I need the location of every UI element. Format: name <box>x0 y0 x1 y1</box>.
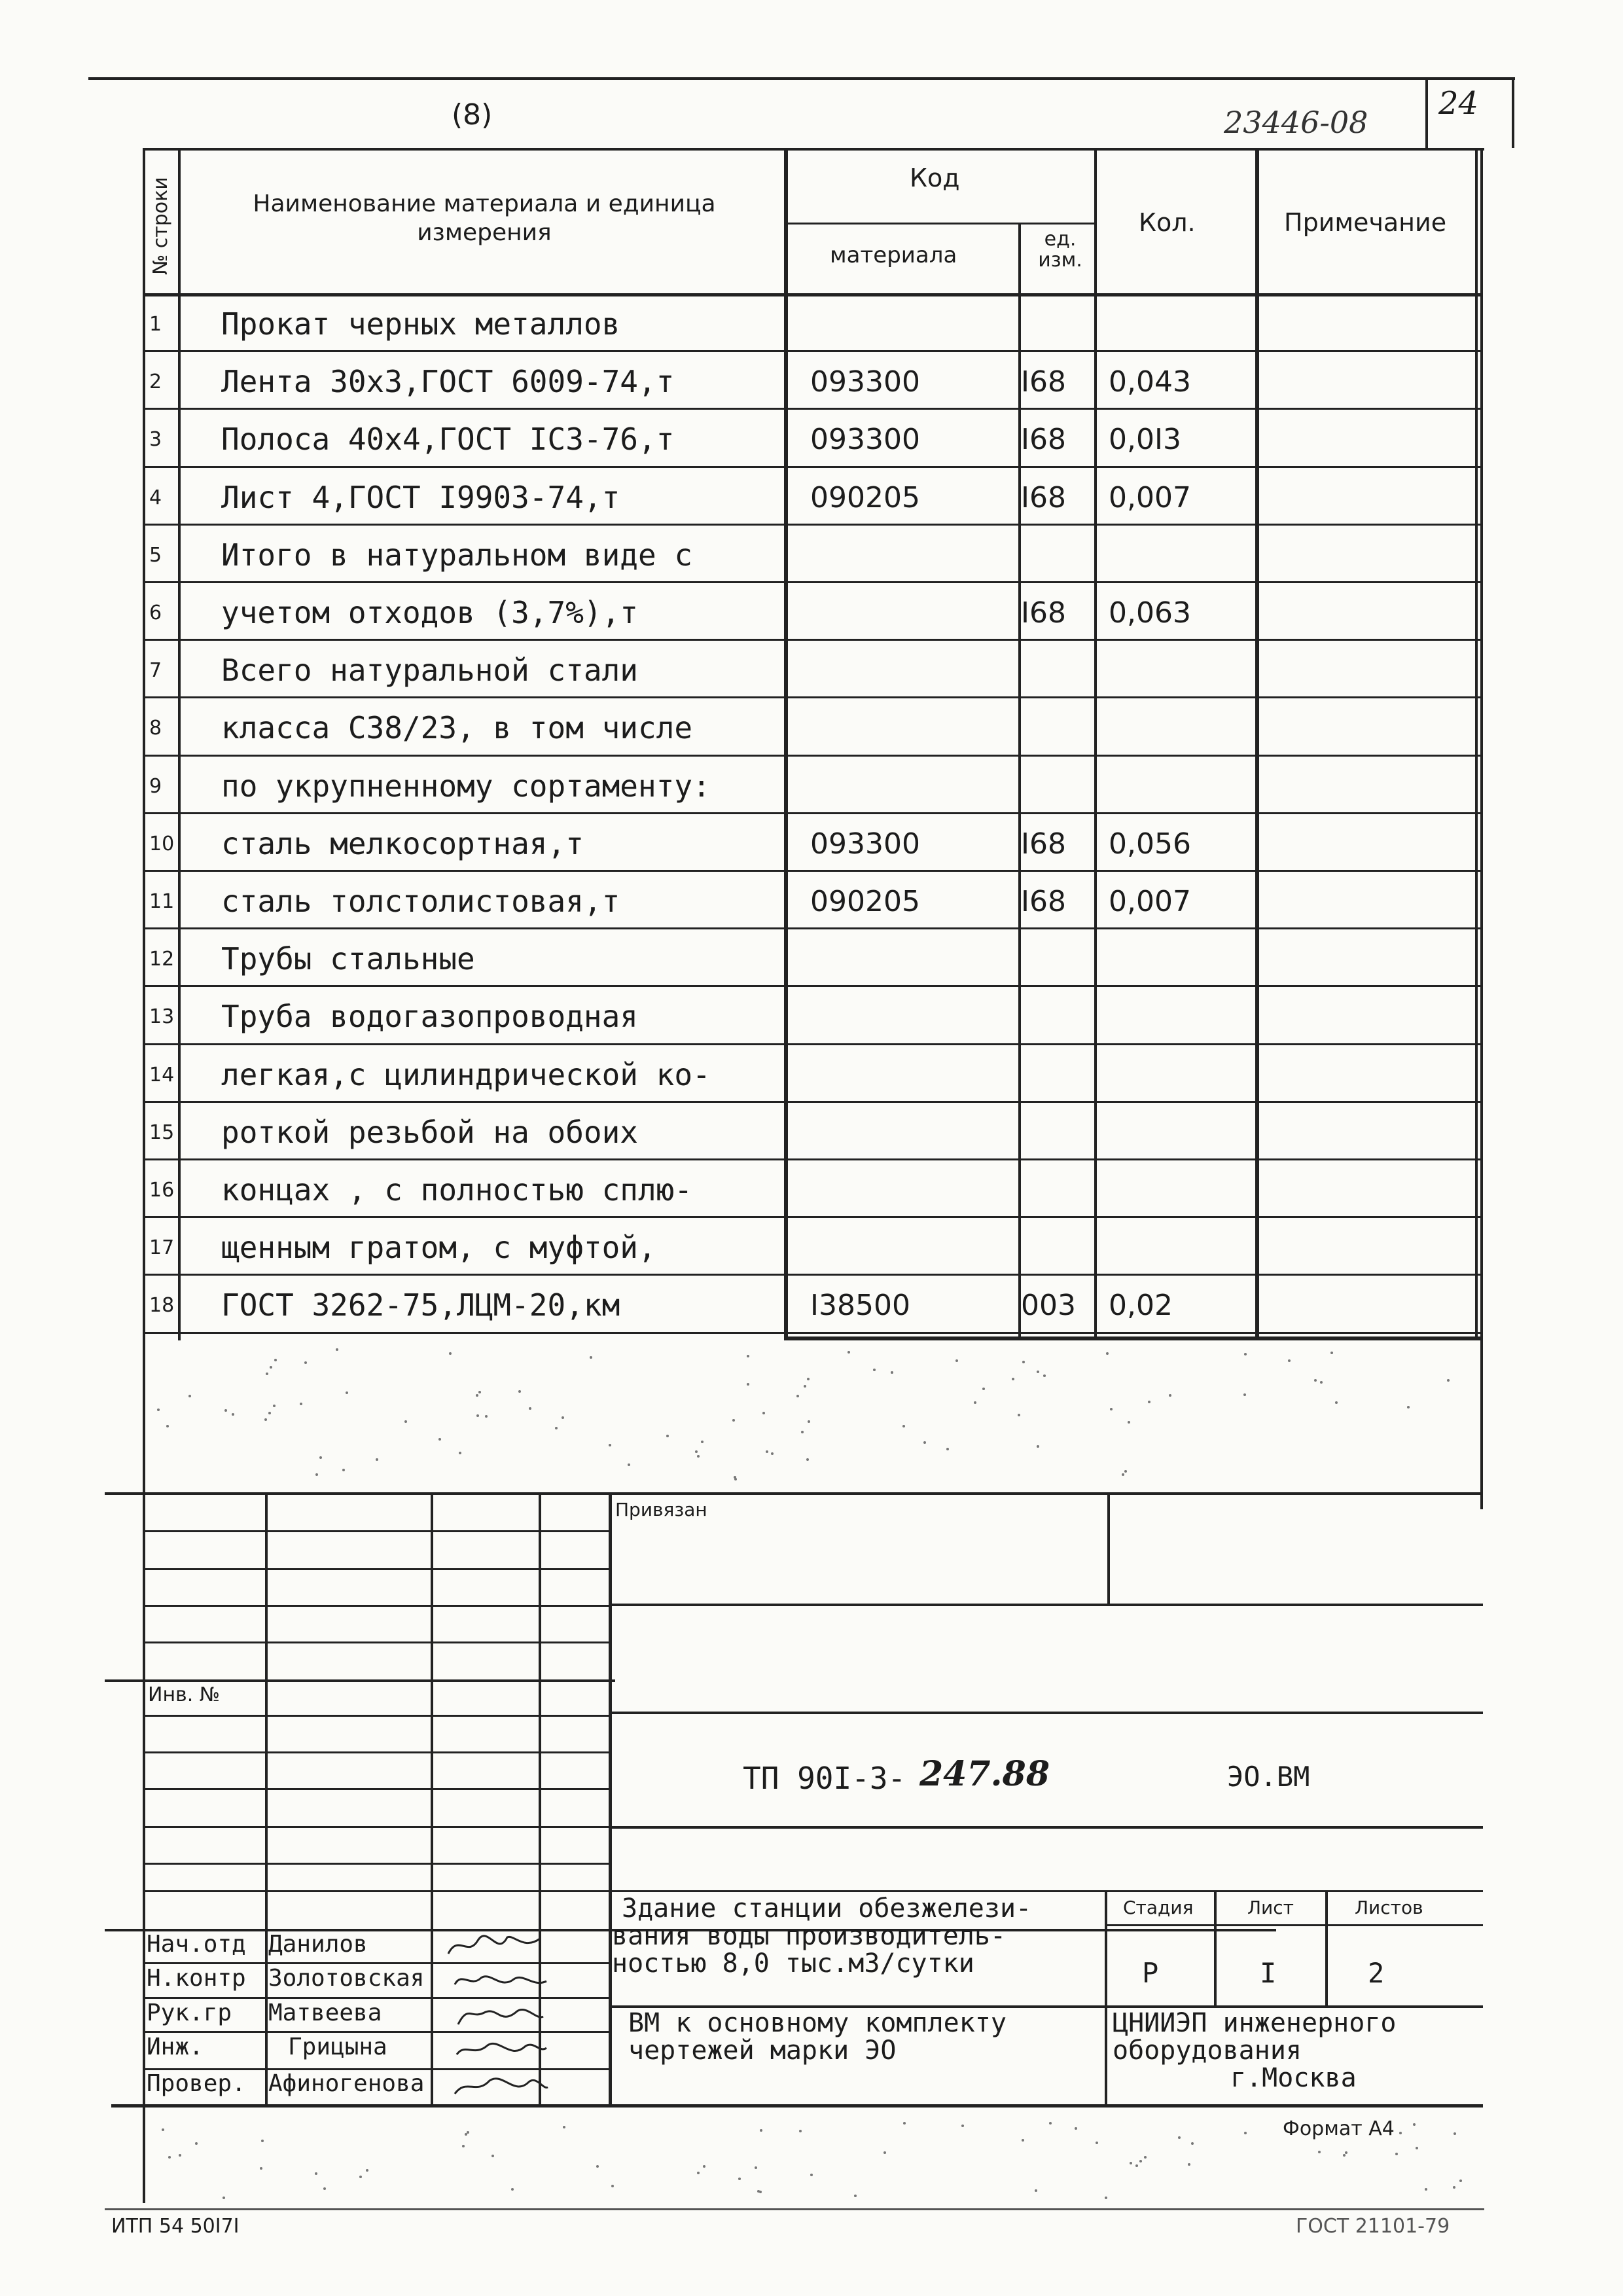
row-number: 6 <box>149 601 162 624</box>
row-quantity: 0,007 <box>1109 885 1191 918</box>
signature-icon <box>445 1931 543 1962</box>
row-quantity: 0,043 <box>1109 365 1191 399</box>
row-number: 12 <box>149 948 175 971</box>
stamp-grid-line <box>143 1863 610 1865</box>
signer-name: Золотовская <box>268 1965 425 1992</box>
row-material-name: Всего натуральной стали <box>221 653 638 689</box>
row-material-name: Полоса 40х4,ГОСТ IC3-76,т <box>221 422 675 457</box>
stamp-col-1 <box>265 1492 268 2105</box>
signer-role: Н.контр <box>147 1965 246 1992</box>
row-number: 10 <box>149 832 175 855</box>
org-line-2: оборудования <box>1113 2036 1302 2066</box>
row-number: 1 <box>149 313 162 336</box>
row-material-name: Лист 4,ГОСТ I9903-74,т <box>221 479 620 515</box>
code-row-bottom <box>609 1826 1483 1829</box>
privyazan-label: Привязан <box>615 1499 707 1520</box>
row-number: 4 <box>149 486 162 509</box>
row-material-name: легкая,с цилиндрической ко- <box>221 1056 711 1092</box>
signature-icon <box>452 1965 550 1996</box>
row-material-name: роткой резьбой на обоих <box>221 1114 638 1150</box>
row-material-name: Труба водогазопроводная <box>221 999 638 1035</box>
row-separator <box>143 1332 1480 1334</box>
title-line-2: вания воды производитель- <box>612 1921 1007 1951</box>
row-material-name: Прокат черных металлов <box>221 306 620 342</box>
sheet-value: I <box>1260 1957 1277 1989</box>
code-row-top <box>609 1712 1483 1714</box>
inv-label: Инв. № <box>148 1683 221 1706</box>
stamp-grid-line <box>143 1788 610 1790</box>
table-row <box>143 1276 1480 1333</box>
top-border-line <box>88 77 1515 80</box>
table-row <box>143 583 1480 641</box>
page-number-divider <box>1425 77 1428 148</box>
col-header-code-material: материала <box>830 242 957 268</box>
table-row <box>143 468 1480 526</box>
stamp-grid-line <box>143 1715 610 1717</box>
stamp-grid-line <box>143 1530 610 1532</box>
sheet-title-line-2: чертежей марки ЭО <box>628 2036 897 2066</box>
footer-line <box>105 2208 1484 2210</box>
project-code-handwritten: 247.88 <box>919 1754 1050 1794</box>
row-unit-code: I68 <box>1021 885 1066 918</box>
row-number: 2 <box>149 370 162 394</box>
signer-name: Данилов <box>268 1931 368 1958</box>
signer-role: Провер. <box>147 2070 246 2097</box>
table-row <box>143 410 1480 467</box>
row-number: 14 <box>149 1063 175 1086</box>
row-material-name: сталь толстолистовая,т <box>221 884 620 919</box>
footer-right-code: ГОСТ 21101-79 <box>1296 2215 1450 2238</box>
row-number: 3 <box>149 428 162 452</box>
row-quantity: 0,0I3 <box>1109 423 1181 457</box>
stamp-grid-line <box>143 1826 610 1828</box>
row-material-name: ГОСТ 3262-75,ЛЦМ-20,км <box>221 1287 620 1323</box>
footer-left-code: ИТП 54 50I7I <box>111 2215 240 2238</box>
signer-name: Афиногенова <box>268 2070 425 2097</box>
stamp-grid-line <box>143 1568 610 1570</box>
row-number: 11 <box>149 890 175 913</box>
stage-col-right <box>1325 1890 1328 2007</box>
row-unit-code: I68 <box>1021 596 1066 630</box>
row-number: 17 <box>149 1236 175 1260</box>
title-row-top <box>609 1890 1483 1892</box>
sheet-marker: (8) <box>452 98 493 132</box>
signer-role: Рук.гр <box>147 2000 232 2026</box>
table-row <box>143 1218 1480 1276</box>
row-material-code: 093300 <box>810 423 920 457</box>
row-material-code: I38500 <box>810 1289 910 1323</box>
org-line-1: ЦНИИЭП инженерного <box>1113 2008 1397 2038</box>
col-header-rowno: № строки <box>149 177 172 275</box>
table-row <box>143 1045 1480 1103</box>
page-number-right-border <box>1512 77 1514 148</box>
format-label: Формат А4 <box>1283 2117 1395 2140</box>
table-row <box>143 295 1480 352</box>
table-row <box>143 641 1480 698</box>
row-material-name: сталь мелкосортная,т <box>221 825 584 861</box>
row-unit-code: I68 <box>1021 365 1066 399</box>
row-number: 16 <box>149 1179 175 1202</box>
project-mark: ЭО.ВМ <box>1227 1761 1310 1793</box>
code-subheader-line <box>784 223 1096 224</box>
row-material-name: Лента 30х3,ГОСТ 6009-74,т <box>221 364 675 400</box>
row-number: 7 <box>149 659 162 683</box>
stamp-bottom-line <box>111 2104 1483 2108</box>
table-row <box>143 872 1480 929</box>
title-line-1: Здание станции обезжелези- <box>622 1893 1032 1924</box>
row-number: 13 <box>149 1005 175 1029</box>
signature-icon <box>452 2000 550 2031</box>
stage-col-mid <box>1214 1890 1217 2007</box>
sheets-value: 2 <box>1368 1957 1385 1989</box>
row-unit-code: 003 <box>1021 1289 1076 1323</box>
col-header-name: Наименование материала и единица измерения <box>253 190 716 246</box>
row-material-code: 093300 <box>810 365 920 399</box>
row-number: 18 <box>149 1294 175 1318</box>
org-line-3: г.Москва <box>1230 2063 1357 2093</box>
table-row <box>143 1103 1480 1160</box>
signer-name: Матвеева <box>268 2000 382 2026</box>
col-header-note: Примечание <box>1284 208 1447 237</box>
table-row <box>143 757 1480 814</box>
table-row <box>143 987 1480 1045</box>
stamp-grid-line <box>143 1997 610 1999</box>
stamp-top-line <box>105 1492 1483 1495</box>
row-number: 8 <box>149 717 162 740</box>
row-unit-code: I68 <box>1021 480 1066 514</box>
table-row <box>143 526 1480 583</box>
signer-name: Грицына <box>288 2034 387 2060</box>
row-material-name: учетом отходов (3,7%),т <box>221 595 638 630</box>
signature-icon <box>452 2034 550 2065</box>
sheets-label: Листов <box>1355 1897 1423 1918</box>
row-material-name: Итого в натуральном виде с <box>221 537 693 573</box>
row-unit-code: I68 <box>1021 423 1066 457</box>
row-material-name: щенным гратом, с муфтой, <box>221 1230 656 1266</box>
col-header-code: Код <box>910 164 960 192</box>
row-material-code: 093300 <box>810 827 920 861</box>
sheet-label: Лист <box>1247 1897 1294 1918</box>
stage-col-left <box>1105 1890 1107 2105</box>
row-number: 9 <box>149 774 162 798</box>
stage-header-line <box>1105 1924 1483 1926</box>
title-line-3: ностью 8,0 тыс.м3/сутки <box>612 1948 974 1979</box>
row-material-name: по укрупненному сортаменту: <box>221 768 711 804</box>
row-quantity: 0,02 <box>1109 1289 1173 1323</box>
row-material-name: класса С38/23, в том числе <box>221 710 693 746</box>
privyazan-bottom <box>609 1604 1483 1606</box>
stamp-grid-line <box>143 1605 610 1607</box>
stamp-grid-line <box>143 1751 610 1753</box>
stamp-grid-line <box>143 1890 610 1892</box>
project-code-prefix: ТП 90I-3- <box>743 1761 906 1796</box>
doc-code: 23446-08 <box>1224 105 1368 140</box>
row-quantity: 0,007 <box>1109 480 1191 514</box>
row-material-code: 090205 <box>810 480 920 514</box>
row-material-code: 090205 <box>810 885 920 918</box>
stage-value: Р <box>1142 1957 1159 1989</box>
row-material-name: Трубы стальные <box>221 941 475 977</box>
row-unit-code: I68 <box>1021 827 1066 861</box>
row-quantity: 0,056 <box>1109 827 1191 861</box>
signer-role: Инж. <box>147 2034 204 2060</box>
table-row <box>143 352 1480 410</box>
stamp-grid-line <box>143 1962 610 1964</box>
stamp-col-4 <box>609 1492 612 2105</box>
stamp-grid-line <box>143 1641 610 1643</box>
stage-label: Стадия <box>1123 1897 1194 1918</box>
page-number: 24 <box>1438 85 1479 122</box>
row-quantity: 0,063 <box>1109 596 1191 630</box>
col-header-qty: Кол. <box>1139 208 1196 237</box>
row-number: 5 <box>149 543 162 567</box>
table-row <box>143 929 1480 987</box>
table-row <box>143 698 1480 756</box>
row-number: 15 <box>149 1121 175 1144</box>
table-bottom-line <box>784 1336 1480 1340</box>
table-row <box>143 814 1480 872</box>
stamp-grid-line <box>143 2031 610 2033</box>
privyazan-divider <box>1107 1492 1110 1605</box>
stamp-grid-line <box>143 1679 610 1681</box>
sheet-title-line-1: ВМ к основному комплекту <box>628 2008 1007 2038</box>
table-top-border <box>143 148 1484 151</box>
table-row <box>143 1160 1480 1218</box>
row-material-name: концах , с полностью сплю- <box>221 1172 693 1208</box>
signature-icon <box>452 2070 550 2102</box>
stamp-col-2 <box>431 1492 433 2105</box>
frame-right-border <box>1480 148 1483 1509</box>
col-header-code-unit: ед. изм. <box>1038 228 1082 272</box>
signer-role: Нач.отд <box>147 1931 246 1958</box>
